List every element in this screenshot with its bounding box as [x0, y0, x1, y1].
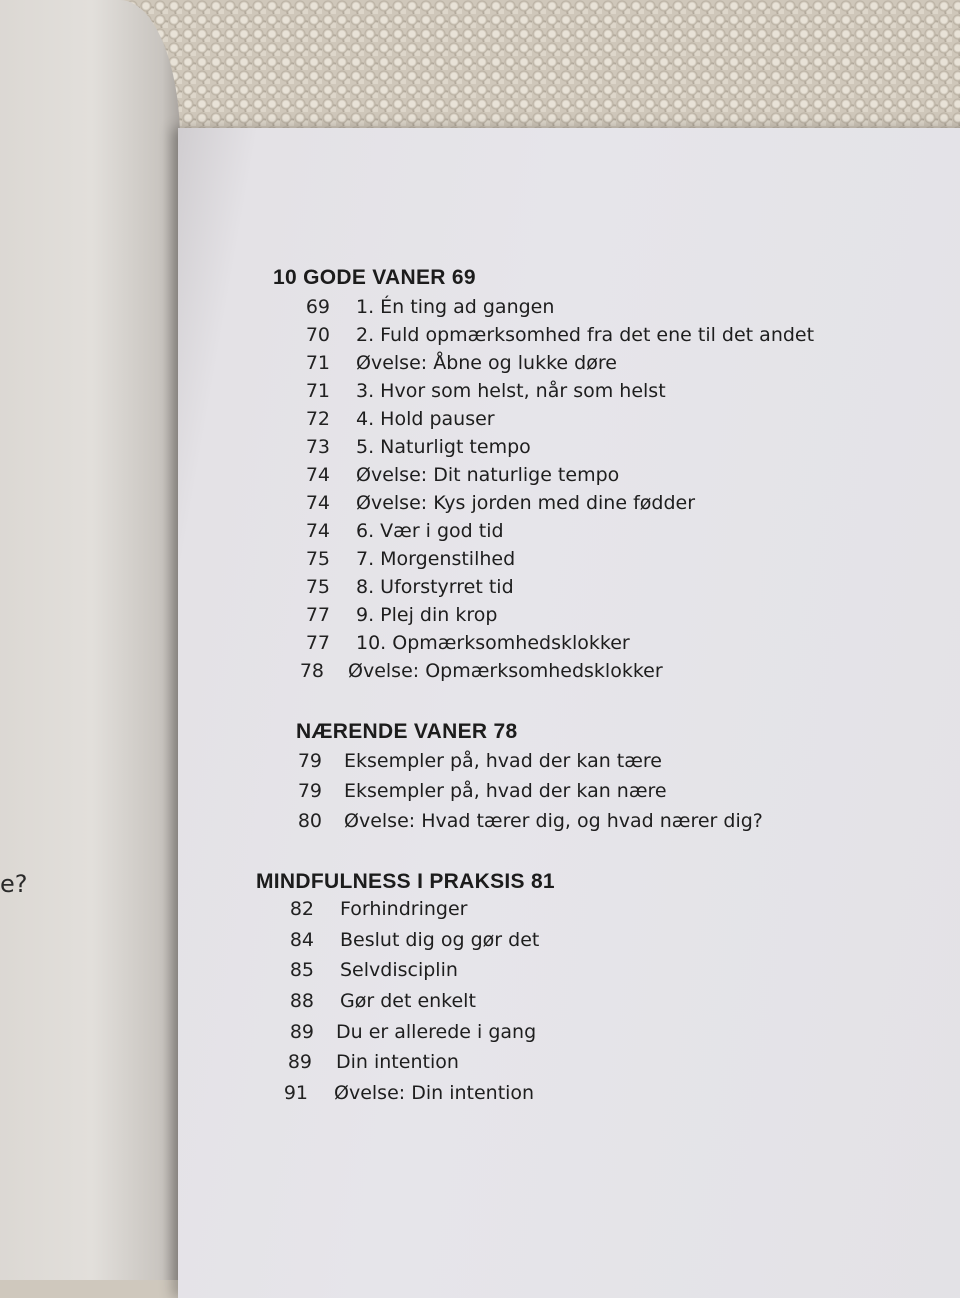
page-number: 80	[297, 810, 322, 832]
page-number: 85	[289, 959, 314, 981]
entry-title: Selvdisciplin	[340, 959, 458, 981]
page-number: 75	[305, 576, 330, 598]
entry-title: Gør det enkelt	[340, 990, 476, 1012]
page-number: 77	[305, 632, 330, 654]
page-number: 75	[305, 548, 330, 570]
entry-title: Forhindringer	[340, 898, 468, 920]
page-number: 70	[305, 324, 330, 346]
entry-title: 10. Opmærksomhedsklokker	[356, 632, 630, 654]
entry-title: Du er allerede i gang	[336, 1021, 537, 1043]
entry-title: Øvelse: Hvad tærer dig, og hvad nærer dig?	[344, 810, 763, 832]
entry-title: Eksempler på, hvad der kan nære	[344, 780, 667, 802]
entry-title: Øvelse: Åbne og lukke døre	[356, 352, 617, 374]
page-number: 73	[305, 436, 330, 458]
left-page-text: e?	[0, 870, 28, 898]
page-number: 89	[287, 1051, 312, 1073]
entry-title: 4. Hold pauser	[356, 408, 495, 430]
page-number: 79	[297, 750, 322, 772]
page-number: 72	[305, 408, 330, 430]
page-number: 71	[305, 352, 330, 374]
entry-title: 2. Fuld opmærksomhed fra det ene til det andet	[356, 324, 815, 346]
page-number: 91	[283, 1082, 308, 1104]
entry-title: Øvelse: Dit naturlige tempo	[356, 464, 620, 486]
entry-title: 9. Plej din krop	[356, 604, 498, 626]
page-number: 78	[299, 660, 324, 682]
page-number: 77	[305, 604, 330, 626]
entry-title: Eksempler på, hvad der kan tære	[344, 750, 662, 772]
entry-title: 5. Naturligt tempo	[356, 436, 531, 458]
section-heading: MINDFULNESS I PRAKSIS 81	[256, 870, 555, 893]
entry-title: Din intention	[336, 1051, 459, 1073]
page-number: 74	[305, 492, 330, 514]
entry-title: 6. Vær i god tid	[356, 520, 504, 542]
page-number: 88	[289, 990, 314, 1012]
page-number: 71	[305, 380, 330, 402]
page-number: 84	[289, 929, 314, 951]
entry-title: 7. Morgenstilhed	[356, 548, 516, 570]
entry-title: Øvelse: Din intention	[334, 1082, 535, 1104]
entry-title: Øvelse: Opmærksomhedsklokker	[348, 660, 663, 682]
entry-title: 1. Én ting ad gangen	[356, 296, 555, 318]
entry-title: Beslut dig og gør det	[340, 929, 540, 951]
page-number: 69	[305, 296, 330, 318]
page-number: 79	[297, 780, 322, 802]
page-number: 82	[289, 898, 314, 920]
section-heading: NÆRENDE VANER 78	[296, 720, 518, 743]
page-number: 89	[289, 1021, 314, 1043]
section-heading: 10 GODE VANER 69	[273, 266, 476, 289]
entry-title: 8. Uforstyrret tid	[356, 576, 514, 598]
page-number: 74	[305, 520, 330, 542]
page-number: 74	[305, 464, 330, 486]
entry-title: Øvelse: Kys jorden med dine fødder	[356, 492, 696, 514]
entry-title: 3. Hvor som helst, når som helst	[356, 380, 666, 402]
